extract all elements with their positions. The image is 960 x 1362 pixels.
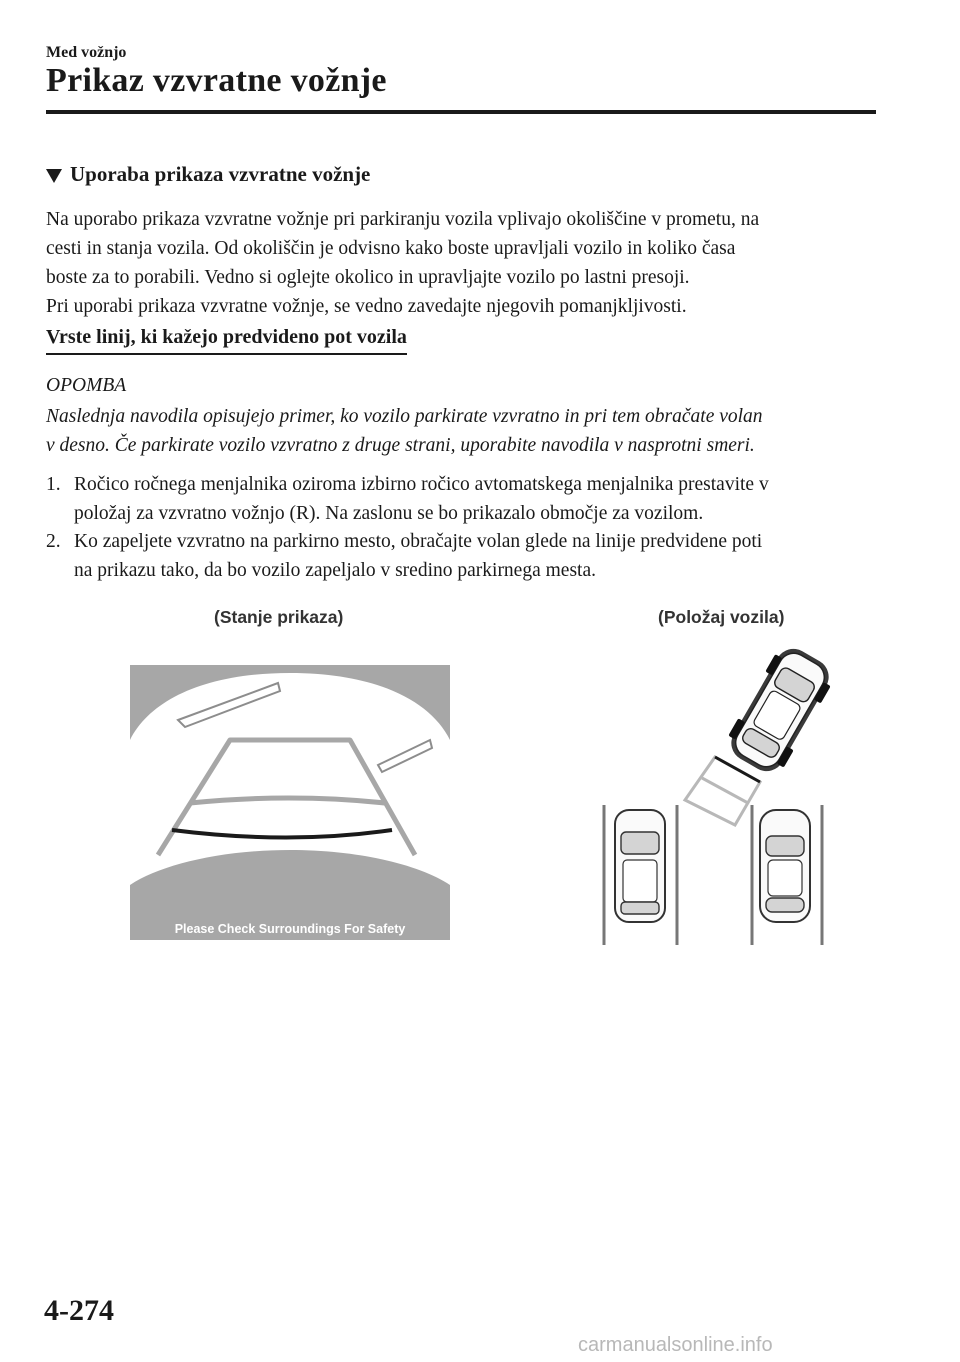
- step-item: [46, 470, 886, 528]
- section-label: Med vožnjo: [46, 44, 127, 61]
- watermark: carmanualsonline.info: [578, 1334, 773, 1356]
- intro-line: cesti in stanja vozila. Od okoliščin je odvisno kako boste upravljali vozilo in koliko časa: [46, 238, 736, 259]
- intro-paragraph: [46, 205, 886, 321]
- reversing-car: [721, 640, 838, 779]
- step-number: 1.: [46, 474, 61, 495]
- intro-line: Pri uporabi prikaza vzvratne vožnje, se vedno zavedajte njegovih pomanjkljivosti.: [46, 296, 687, 317]
- page-title: Prikaz vzvratne vožnje: [46, 62, 387, 99]
- title-rule: [46, 110, 876, 114]
- step-item: [46, 527, 886, 585]
- step-line: položaj za vzvratno vožnjo (R). Na zaslonu se bo prikazalo območje za vozilom.: [74, 503, 704, 524]
- lines-heading: Vrste linij, ki kažejo predvideno pot vozila: [46, 326, 407, 355]
- note-line: Naslednja navodila opisujejo primer, ko vozilo parkirate vzvratno in pri tem obračate volan: [46, 406, 763, 427]
- figure-label-display: (Stanje prikaza): [214, 607, 344, 627]
- triangle-bullet-icon: [46, 169, 62, 183]
- note-line: v desno. Če parkirate vozilo vzvratno z druge strani, uporabite navodila v nasprotni smeri.: [46, 435, 755, 456]
- subsection-title: Uporaba prikaza vzvratne vožnje: [70, 162, 371, 186]
- parked-car-left: [615, 810, 665, 922]
- figure-label-vehicle: (Položaj vozila): [658, 607, 785, 627]
- predicted-path-guide: [685, 757, 760, 825]
- intro-line: Na uporabo prikaza vzvratne vožnje pri parkiranju vozila vplivajo okoliščine v prometu, na: [46, 209, 760, 230]
- subsection-heading: [46, 162, 370, 187]
- screen-message: Please Check Surroundings For Safety: [174, 922, 406, 936]
- page-number: 4-274: [44, 1294, 114, 1327]
- note-text: [46, 402, 886, 460]
- parked-car-right: [760, 810, 810, 922]
- step-number: 2.: [46, 531, 61, 552]
- rear-view-display-illustration: [130, 665, 450, 940]
- step-line: Ročico ročnega menjalnika oziroma izbirno ročico avtomatskega menjalnika prestavite v: [74, 474, 769, 495]
- note-title: OPOMBA: [46, 375, 127, 396]
- vehicle-position-illustration: [590, 640, 840, 950]
- step-line: Ko zapeljete vzvratno na parkirno mesto, obračajte volan glede na linije predvidene poti: [74, 531, 763, 552]
- intro-line: boste za to porabili. Vedno si oglejte okolico in upravljajte vozilo po lastni presoji.: [46, 267, 690, 288]
- step-line: na prikazu tako, da bo vozilo zapeljalo v sredino parkirnega mesta.: [74, 560, 596, 581]
